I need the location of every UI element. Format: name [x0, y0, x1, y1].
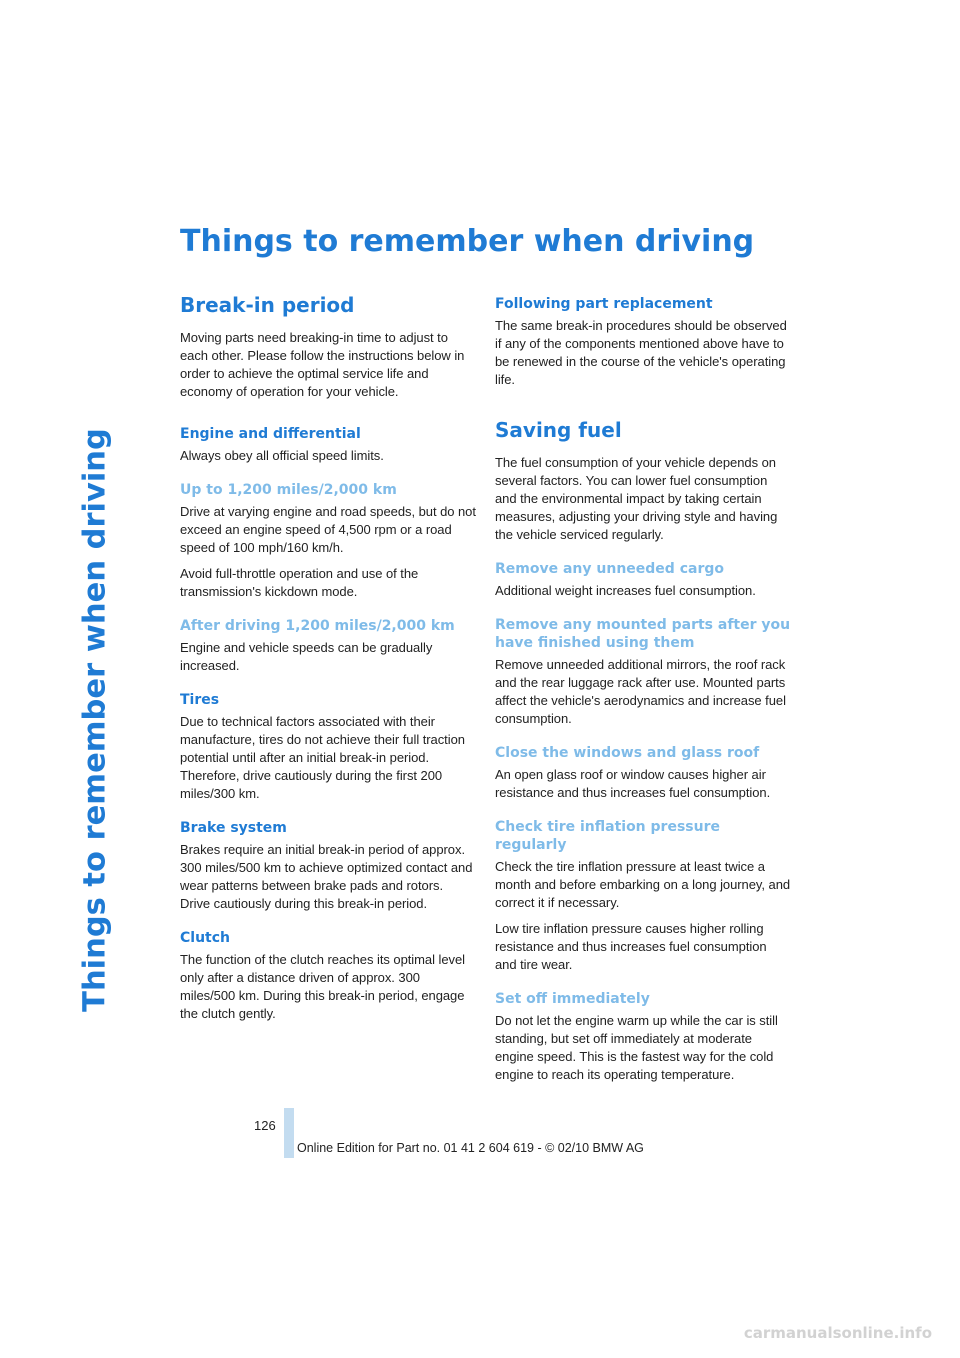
tirecheck-text-2: Low tire inflation pressure causes higher rolling resistance and thus increases fuel consumption and tire wear. [495, 921, 767, 972]
following-text: The same break-in procedures should be observed if any of the components mentioned above have to be renewed in the course of the vehicle's operating life. [495, 318, 787, 387]
tirecheck-text-1: Check the tire inflation pressure at least twice a month and before embarking on a long journey, and correct it if necessary. [495, 859, 791, 910]
after-heading: After driving 1,200 miles/2,000 km [180, 618, 455, 634]
mounted-heading: Remove any mounted parts after you have finished using them [495, 617, 791, 651]
saving-text: The fuel consumption of your vehicle depends on several factors. You can lower fuel consumption and the environmental impact by taking certain measures, adjusting your driving style and having the vehicle serviced regularly. [495, 455, 778, 542]
side-chapter-title: Things to remember when driving [77, 428, 113, 1012]
windows-text: An open glass roof or window causes higher air resistance and thus increases fuel consumption. [495, 767, 771, 800]
clutch-heading: Clutch [180, 930, 230, 946]
tires-text: Due to technical factors associated with their manufacture, tires do not achieve their full traction potential until after an initial break-in period. Therefore, drive cautiously during the first 200 miles/300 km. [180, 714, 465, 801]
tires-heading: Tires [180, 692, 220, 708]
right-column [495, 295, 791, 1092]
saving-heading: Saving fuel [495, 418, 622, 442]
setoff-text: Do not let the engine warm up while the car is still standing, but set off immediately at moderate engine speed. This is the fastest way for the cold engine to reach its operating temperature. [495, 1013, 778, 1082]
windows-heading: Close the windows and glass roof [495, 745, 760, 761]
cargo-heading: Remove any unneeded cargo [495, 561, 724, 577]
upto-heading: Up to 1,200 miles/2,000 km [180, 482, 397, 498]
after-text: Engine and vehicle speeds can be gradually increased. [180, 640, 433, 673]
left-column [180, 292, 476, 1031]
footer-bar [284, 1108, 294, 1158]
tirecheck-heading: Check tire inflation pressure regularly [495, 819, 720, 853]
setoff-heading: Set off immediately [495, 991, 650, 1007]
breakin-text: Moving parts need breaking-in time to adjust to each other. Please follow the instructions below in order to achieve the optimal service life and economy of operation for your vehicle. [180, 330, 465, 399]
footer-edition-text: Online Edition for Part no. 01 41 2 604 619 - © 02/10 BMW AG [297, 1141, 644, 1155]
mounted-text: Remove unneeded additional mirrors, the roof rack and the rear luggage rack after use. Mounted parts affect the vehicle's aerodynamics and increase fuel consumption. [495, 657, 786, 726]
upto-text-2: Avoid full-throttle operation and use of the transmission's kickdown mode. [180, 566, 419, 599]
cargo-text: Additional weight increases fuel consumption. [495, 583, 756, 598]
brake-heading: Brake system [180, 820, 287, 836]
engine-text: Always obey all official speed limits. [180, 448, 384, 463]
page-title: Things to remember when driving [180, 224, 755, 259]
page-number: 126 [254, 1118, 276, 1133]
clutch-text: The function of the clutch reaches its optimal level only after a distance driven of approx. 300 miles/500 km. During this break-in period, engage the clutch gently. [180, 952, 465, 1021]
breakin-heading: Break-in period [180, 293, 355, 317]
upto-text-1: Drive at varying engine and road speeds, but do not exceed an engine speed of 4,500 rpm or a road speed of 100 mph/160 km/h. [180, 504, 476, 555]
watermark: carmanualsonline.info [743, 1324, 932, 1342]
engine-heading: Engine and differential [180, 426, 361, 442]
brake-text: Brakes require an initial break-in period of approx. 300 miles/500 km to achieve optimized contact and wear patterns between brake pads and rotors. Drive cautiously during this break-in period. [180, 842, 473, 911]
following-heading: Following part replacement [495, 296, 713, 312]
